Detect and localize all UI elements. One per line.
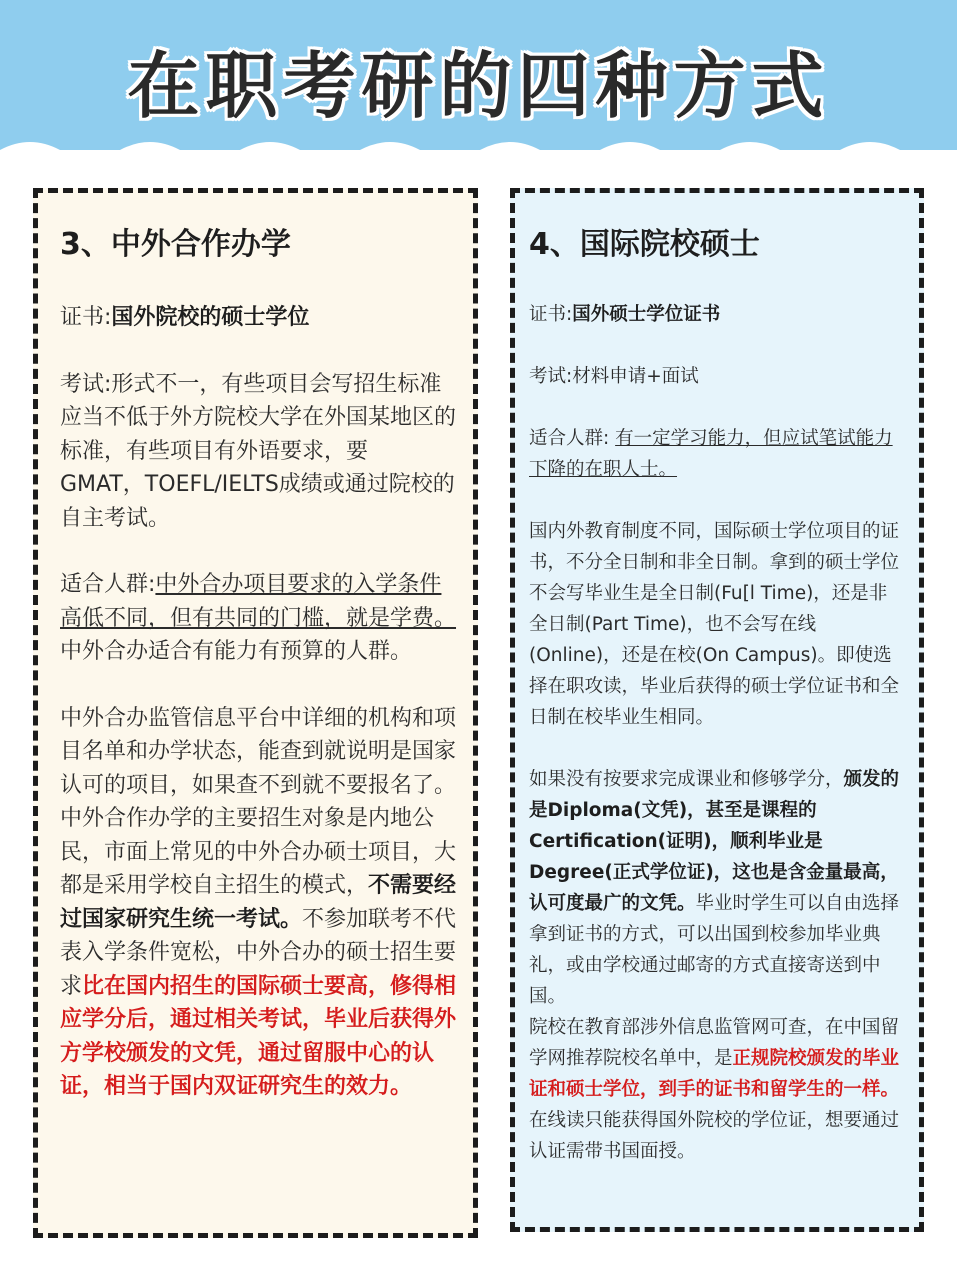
diploma-text: 如果没有按要求完成课业和修够学分， xyxy=(529,769,844,790)
verification-paragraph xyxy=(529,1012,903,1167)
diploma-rest: 毕业时学生可以自由选择拿到证书的方式，可以出国到校参加毕业典礼，或由学校通过邮寄的方式直接寄送到中国。 xyxy=(529,893,900,1007)
card-heading: 4、国际院校硕士 xyxy=(529,227,760,262)
card-joint-program xyxy=(33,188,478,1238)
diploma-paragraph xyxy=(529,764,903,1012)
wave-divider xyxy=(0,128,957,168)
verification-text: 院校在教育部涉外信息监管网可查，在中国留学网推荐院校名单中，是 xyxy=(529,1017,900,1069)
detail-text-1: 中外合办监管信息平台中详细的机构和项目名单和办学状态，能查到就说明是国家认可的项目，如果查不到就不要报名了。中外合作办学的主要招生对象是内地公民，市面上常见的中外合办硕士项目，大都是采用学校自主招生的模式， xyxy=(60,705,457,898)
verification-rest: 在线读只能获得国外院校的学位证，想要通过认证需带书国面授。 xyxy=(529,1110,900,1162)
card-heading: 3、中外合作办学 xyxy=(60,227,291,262)
audience-underlined: 有一定学习能力，但应试笔试能力下降的在职人士。 xyxy=(529,428,893,480)
cert-value: 国外硕士学位证书 xyxy=(572,304,721,325)
detail-bold: 不需要经过国家研究生统一考试。 xyxy=(60,873,457,932)
audience-underlined: 中外合办项目要求的入学条件高低不同，但有共同的门槛，就是学费。 xyxy=(60,572,457,631)
exam-paragraph: 考试:材料申请+面试 xyxy=(529,366,699,387)
verification-red: 正规院校颁发的毕业证和硕士学位，到手的证书和留学生的一样。 xyxy=(529,1048,900,1100)
audience-label: 适合人群: xyxy=(529,428,616,449)
audience-paragraph xyxy=(529,423,903,485)
cert-label: 证书: xyxy=(60,305,112,330)
education-system-paragraph: 国内外教育制度不同，国际硕士学位项目的证书，不分全日制和非全日制。拿到的硕士学位不会写毕业生是全日制(Fu[l Time)，还是非全日制(Part Time)，也不会写在线(Online)，还是在校(On Campus)。即使选择在职攻读，毕业后获得的硕士学位证书和全日制在校毕业生相同。 xyxy=(529,521,900,728)
cert-value: 国外院校的硕士学位 xyxy=(111,305,310,330)
detail-text-2: 不参加联考不代表入学条件宽松，中外合办的硕士招生要求 xyxy=(60,906,457,999)
page-title: 在职考研的四种方式 xyxy=(127,44,830,128)
cert-label: 证书: xyxy=(529,304,573,325)
audience-paragraph xyxy=(60,568,459,669)
detail-red: 比在国内招生的国际硕士要高，修得相应学分后，通过相关考试，毕业后获得外方学校颁发的文凭，通过留服中心的认证，相当于国内双证研究生的效力。 xyxy=(60,973,457,1099)
audience-label: 适合人群: xyxy=(60,572,156,597)
card-international-master xyxy=(510,188,924,1232)
certificate-line xyxy=(60,301,459,335)
audience-rest: 中外合办适合有能力有预算的人群。 xyxy=(60,639,413,664)
certificate-line xyxy=(529,299,903,330)
diploma-bold: 颁发的是Diploma(文凭)，甚至是课程的Certification(证明)，顺利毕业是Degree(正式学位证)，这也是含金量最高，认可度最广的文凭。 xyxy=(529,769,900,914)
detail-paragraph xyxy=(60,702,459,1104)
exam-paragraph: 考试:形式不一，有些项目会写招生标准应当不低于外方院校大学在外国某地区的标准，有些项目有外语要求，要 GMAT，TOEFL/IELTS成绩或通过院校的自主考试。 xyxy=(60,371,457,531)
